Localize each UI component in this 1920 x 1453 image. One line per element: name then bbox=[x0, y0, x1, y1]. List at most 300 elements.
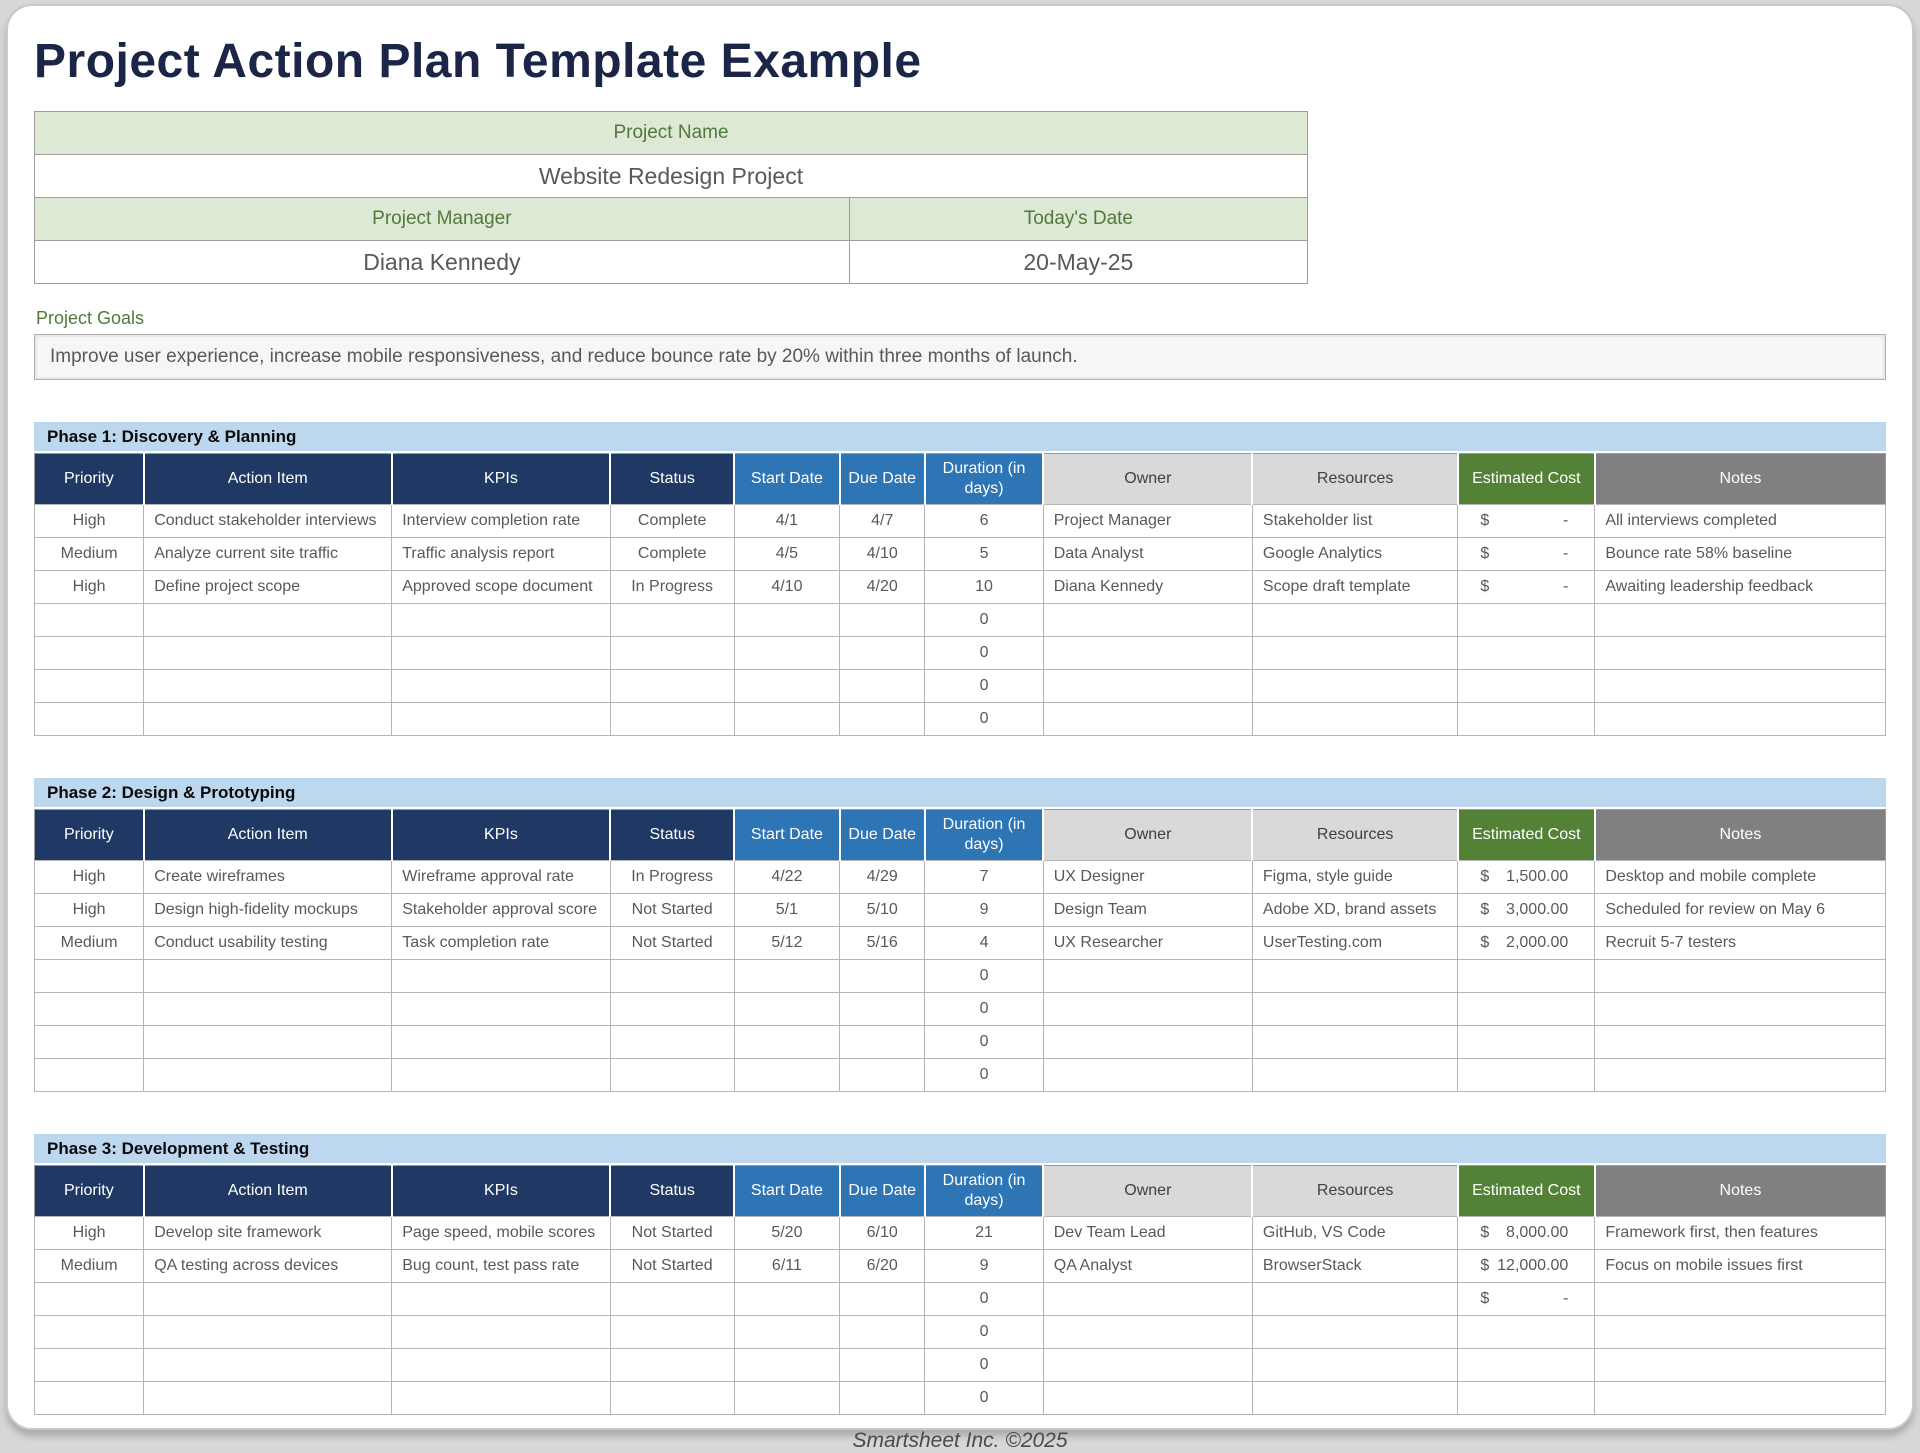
notes-cell[interactable]: Framework first, then features bbox=[1595, 1217, 1886, 1250]
table-row bbox=[35, 1382, 1886, 1415]
kpi-cell[interactable] bbox=[392, 1316, 610, 1349]
start-date-cell[interactable] bbox=[734, 637, 840, 670]
duration-cell[interactable]: 0 bbox=[925, 604, 1043, 637]
currency-symbol: $ bbox=[1480, 901, 1490, 918]
col-header-status: Status bbox=[610, 1166, 734, 1217]
action-item-cell[interactable] bbox=[144, 1382, 392, 1415]
column-header-row bbox=[35, 810, 1886, 861]
todays-date-label: Today's Date bbox=[849, 198, 1307, 241]
kpi-cell[interactable]: Stakeholder approval score bbox=[392, 894, 610, 927]
resources-cell[interactable]: GitHub, VS Code bbox=[1252, 1217, 1457, 1250]
action-item-cell[interactable] bbox=[144, 1059, 392, 1092]
phase-3-table bbox=[34, 1165, 1886, 1415]
kpi-cell[interactable] bbox=[392, 1026, 610, 1059]
due-date-cell[interactable]: 4/7 bbox=[840, 505, 925, 538]
estimated-cost-cell[interactable] bbox=[1458, 1026, 1595, 1059]
table-row bbox=[35, 670, 1886, 703]
currency-symbol: $ bbox=[1480, 578, 1490, 595]
estimated-cost-cell[interactable] bbox=[1458, 703, 1595, 736]
due-date-cell[interactable]: 6/20 bbox=[840, 1250, 925, 1283]
estimated-cost-cell[interactable] bbox=[1458, 960, 1595, 993]
cost-amount: - bbox=[1563, 545, 1569, 562]
duration-cell[interactable]: 9 bbox=[925, 1250, 1043, 1283]
owner-cell[interactable] bbox=[1043, 604, 1252, 637]
col-header-start-date: Start Date bbox=[734, 454, 840, 505]
due-date-cell[interactable] bbox=[840, 670, 925, 703]
table-row bbox=[35, 1349, 1886, 1382]
col-header-priority: Priority bbox=[35, 810, 144, 861]
start-date-cell[interactable]: 5/12 bbox=[734, 927, 840, 960]
resources-cell[interactable] bbox=[1252, 1382, 1457, 1415]
resources-cell[interactable]: BrowserStack bbox=[1252, 1250, 1457, 1283]
notes-cell[interactable]: Recruit 5-7 testers bbox=[1595, 927, 1886, 960]
owner-cell[interactable]: Project Manager bbox=[1043, 505, 1252, 538]
table-row bbox=[35, 1283, 1886, 1316]
start-date-cell[interactable] bbox=[734, 1283, 840, 1316]
estimated-cost-cell[interactable] bbox=[1458, 1283, 1595, 1316]
currency-symbol: $ bbox=[1480, 868, 1490, 885]
estimated-cost-cell[interactable] bbox=[1458, 670, 1595, 703]
owner-cell[interactable]: Diana Kennedy bbox=[1043, 571, 1252, 604]
resources-cell[interactable] bbox=[1252, 1283, 1457, 1316]
estimated-cost-cell[interactable] bbox=[1458, 894, 1595, 927]
resources-cell[interactable]: Figma, style guide bbox=[1252, 861, 1457, 894]
due-date-cell[interactable] bbox=[840, 1283, 925, 1316]
status-cell[interactable]: In Progress bbox=[610, 571, 734, 604]
priority-cell[interactable]: High bbox=[35, 894, 144, 927]
status-cell[interactable] bbox=[610, 1059, 734, 1092]
owner-cell[interactable]: UX Researcher bbox=[1043, 927, 1252, 960]
resources-cell[interactable] bbox=[1252, 993, 1457, 1026]
start-date-cell[interactable] bbox=[734, 993, 840, 1026]
col-header-duration-in-days: Duration (in days) bbox=[925, 1166, 1043, 1217]
duration-cell[interactable]: 0 bbox=[925, 1283, 1043, 1316]
currency-symbol: $ bbox=[1480, 1290, 1490, 1307]
action-item-cell[interactable] bbox=[144, 637, 392, 670]
start-date-cell[interactable] bbox=[734, 1316, 840, 1349]
owner-cell[interactable] bbox=[1043, 1349, 1252, 1382]
action-item-cell[interactable] bbox=[144, 1349, 392, 1382]
notes-cell[interactable] bbox=[1595, 960, 1886, 993]
estimated-cost-cell[interactable] bbox=[1458, 1382, 1595, 1415]
priority-cell[interactable] bbox=[35, 1349, 144, 1382]
kpi-cell[interactable]: Bug count, test pass rate bbox=[392, 1250, 610, 1283]
phase-2-table bbox=[34, 809, 1886, 1092]
status-cell[interactable] bbox=[610, 1349, 734, 1382]
resources-cell[interactable] bbox=[1252, 670, 1457, 703]
start-date-cell[interactable] bbox=[734, 670, 840, 703]
kpi-cell[interactable] bbox=[392, 1059, 610, 1092]
notes-cell[interactable] bbox=[1595, 1059, 1886, 1092]
kpi-cell[interactable] bbox=[392, 670, 610, 703]
phase-3-title-bar: Phase 3: Development & Testing bbox=[34, 1134, 1886, 1163]
due-date-cell[interactable]: 4/20 bbox=[840, 571, 925, 604]
phase-1-title-bar: Phase 1: Discovery & Planning bbox=[34, 422, 1886, 451]
priority-cell[interactable] bbox=[35, 1026, 144, 1059]
priority-cell[interactable] bbox=[35, 1382, 144, 1415]
estimated-cost-cell[interactable] bbox=[1458, 505, 1595, 538]
priority-cell[interactable]: High bbox=[35, 571, 144, 604]
owner-cell[interactable] bbox=[1043, 993, 1252, 1026]
project-manager-label: Project Manager bbox=[35, 198, 850, 241]
duration-cell[interactable]: 0 bbox=[925, 637, 1043, 670]
resources-cell[interactable] bbox=[1252, 637, 1457, 670]
table-row bbox=[35, 1026, 1886, 1059]
action-item-cell[interactable]: Develop site framework bbox=[144, 1217, 392, 1250]
owner-cell[interactable] bbox=[1043, 1059, 1252, 1092]
priority-cell[interactable] bbox=[35, 1283, 144, 1316]
kpi-cell[interactable]: Approved scope document bbox=[392, 571, 610, 604]
resources-cell[interactable] bbox=[1252, 1026, 1457, 1059]
duration-cell[interactable]: 0 bbox=[925, 960, 1043, 993]
table-row bbox=[35, 1059, 1886, 1092]
estimated-cost-cell[interactable] bbox=[1458, 571, 1595, 604]
col-header-due-date: Due Date bbox=[840, 810, 925, 861]
duration-cell[interactable]: 0 bbox=[925, 1382, 1043, 1415]
col-header-estimated-cost: Estimated Cost bbox=[1458, 1166, 1595, 1217]
duration-cell[interactable]: 5 bbox=[925, 538, 1043, 571]
start-date-cell[interactable] bbox=[734, 703, 840, 736]
due-date-cell[interactable]: 5/16 bbox=[840, 927, 925, 960]
notes-cell[interactable] bbox=[1595, 637, 1886, 670]
resources-cell[interactable] bbox=[1252, 1349, 1457, 1382]
notes-cell[interactable] bbox=[1595, 604, 1886, 637]
action-item-cell[interactable] bbox=[144, 993, 392, 1026]
action-item-cell[interactable] bbox=[144, 670, 392, 703]
resources-cell[interactable] bbox=[1252, 960, 1457, 993]
col-header-duration-in-days: Duration (in days) bbox=[925, 454, 1043, 505]
action-item-cell[interactable] bbox=[144, 604, 392, 637]
page-title: Project Action Plan Template Example bbox=[34, 35, 922, 88]
phase-2-section bbox=[34, 778, 1886, 1092]
kpi-cell[interactable] bbox=[392, 703, 610, 736]
table-row bbox=[35, 1217, 1886, 1250]
owner-cell[interactable]: Data Analyst bbox=[1043, 538, 1252, 571]
due-date-cell[interactable]: 4/29 bbox=[840, 861, 925, 894]
status-cell[interactable] bbox=[610, 1283, 734, 1316]
table-row bbox=[35, 1316, 1886, 1349]
owner-cell[interactable] bbox=[1043, 670, 1252, 703]
kpi-cell[interactable]: Interview completion rate bbox=[392, 505, 610, 538]
owner-cell[interactable]: Design Team bbox=[1043, 894, 1252, 927]
action-item-cell[interactable]: Create wireframes bbox=[144, 861, 392, 894]
estimated-cost-cell[interactable] bbox=[1458, 538, 1595, 571]
priority-cell[interactable] bbox=[35, 1316, 144, 1349]
start-date-cell[interactable]: 4/10 bbox=[734, 571, 840, 604]
estimated-cost-cell[interactable] bbox=[1458, 1316, 1595, 1349]
action-item-cell[interactable]: QA testing across devices bbox=[144, 1250, 392, 1283]
status-cell[interactable] bbox=[610, 1382, 734, 1415]
owner-cell[interactable]: QA Analyst bbox=[1043, 1250, 1252, 1283]
col-header-status: Status bbox=[610, 810, 734, 861]
priority-cell[interactable]: High bbox=[35, 505, 144, 538]
phase-2-title-bar: Phase 2: Design & Prototyping bbox=[34, 778, 1886, 807]
priority-cell[interactable] bbox=[35, 1059, 144, 1092]
estimated-cost-cell[interactable] bbox=[1458, 861, 1595, 894]
kpi-cell[interactable] bbox=[392, 993, 610, 1026]
resources-cell[interactable]: Adobe XD, brand assets bbox=[1252, 894, 1457, 927]
start-date-cell[interactable]: 6/11 bbox=[734, 1250, 840, 1283]
col-header-kpis: KPIs bbox=[392, 454, 610, 505]
notes-cell[interactable] bbox=[1595, 1382, 1886, 1415]
resources-cell[interactable]: Scope draft template bbox=[1252, 571, 1457, 604]
duration-cell[interactable]: 4 bbox=[925, 927, 1043, 960]
kpi-cell[interactable]: Wireframe approval rate bbox=[392, 861, 610, 894]
start-date-cell[interactable] bbox=[734, 1026, 840, 1059]
notes-cell[interactable]: Bounce rate 58% baseline bbox=[1595, 538, 1886, 571]
col-header-action-item: Action Item bbox=[144, 454, 392, 505]
status-cell[interactable]: In Progress bbox=[610, 861, 734, 894]
kpi-cell[interactable]: Page speed, mobile scores bbox=[392, 1217, 610, 1250]
column-header-row bbox=[35, 454, 1886, 505]
owner-cell[interactable]: UX Designer bbox=[1043, 861, 1252, 894]
notes-cell[interactable] bbox=[1595, 1349, 1886, 1382]
col-header-due-date: Due Date bbox=[840, 1166, 925, 1217]
col-header-due-date: Due Date bbox=[840, 454, 925, 505]
owner-cell[interactable] bbox=[1043, 960, 1252, 993]
estimated-cost-cell[interactable] bbox=[1458, 993, 1595, 1026]
project-manager-value[interactable]: Diana Kennedy bbox=[35, 241, 850, 284]
duration-cell[interactable]: 0 bbox=[925, 1059, 1043, 1092]
priority-cell[interactable] bbox=[35, 670, 144, 703]
col-header-resources: Resources bbox=[1252, 454, 1457, 505]
col-header-action-item: Action Item bbox=[144, 810, 392, 861]
kpi-cell[interactable]: Traffic analysis report bbox=[392, 538, 610, 571]
priority-cell[interactable]: Medium bbox=[35, 1250, 144, 1283]
start-date-cell[interactable] bbox=[734, 960, 840, 993]
notes-cell[interactable]: Focus on mobile issues first bbox=[1595, 1250, 1886, 1283]
start-date-cell[interactable] bbox=[734, 1382, 840, 1415]
estimated-cost-cell[interactable] bbox=[1458, 1349, 1595, 1382]
duration-cell[interactable]: 21 bbox=[925, 1217, 1043, 1250]
col-header-resources: Resources bbox=[1252, 1166, 1457, 1217]
footer-credit: Smartsheet Inc. ©2025 bbox=[852, 1429, 1068, 1452]
priority-cell[interactable]: Medium bbox=[35, 538, 144, 571]
duration-cell[interactable]: 6 bbox=[925, 505, 1043, 538]
priority-cell[interactable]: High bbox=[35, 1217, 144, 1250]
owner-cell[interactable] bbox=[1043, 1283, 1252, 1316]
col-header-notes: Notes bbox=[1595, 810, 1886, 861]
action-item-cell[interactable] bbox=[144, 960, 392, 993]
col-header-priority: Priority bbox=[35, 454, 144, 505]
resources-cell[interactable] bbox=[1252, 703, 1457, 736]
resources-cell[interactable]: Stakeholder list bbox=[1252, 505, 1457, 538]
table-row bbox=[35, 538, 1886, 571]
due-date-cell[interactable] bbox=[840, 1349, 925, 1382]
start-date-cell[interactable]: 4/5 bbox=[734, 538, 840, 571]
duration-cell[interactable]: 0 bbox=[925, 993, 1043, 1026]
resources-cell[interactable] bbox=[1252, 1059, 1457, 1092]
owner-cell[interactable]: Dev Team Lead bbox=[1043, 1217, 1252, 1250]
col-header-owner: Owner bbox=[1043, 1166, 1252, 1217]
priority-cell[interactable] bbox=[35, 604, 144, 637]
status-cell[interactable] bbox=[610, 703, 734, 736]
notes-cell[interactable]: All interviews completed bbox=[1595, 505, 1886, 538]
due-date-cell[interactable] bbox=[840, 1026, 925, 1059]
action-item-cell[interactable] bbox=[144, 1316, 392, 1349]
page-card bbox=[6, 4, 1914, 1452]
start-date-cell[interactable]: 5/20 bbox=[734, 1217, 840, 1250]
duration-cell[interactable]: 10 bbox=[925, 571, 1043, 604]
start-date-cell[interactable] bbox=[734, 1059, 840, 1092]
notes-cell[interactable] bbox=[1595, 1283, 1886, 1316]
table-row bbox=[35, 604, 1886, 637]
status-cell[interactable] bbox=[610, 637, 734, 670]
due-date-cell[interactable] bbox=[840, 703, 925, 736]
cost-amount: - bbox=[1563, 512, 1569, 529]
table-row bbox=[35, 703, 1886, 736]
duration-cell[interactable]: 0 bbox=[925, 1026, 1043, 1059]
phase-1-table bbox=[34, 453, 1886, 736]
status-cell[interactable]: Not Started bbox=[610, 927, 734, 960]
cost-amount: - bbox=[1563, 1290, 1569, 1307]
duration-cell[interactable]: 0 bbox=[925, 703, 1043, 736]
table-row bbox=[35, 861, 1886, 894]
kpi-cell[interactable] bbox=[392, 960, 610, 993]
notes-cell[interactable] bbox=[1595, 993, 1886, 1026]
priority-cell[interactable]: High bbox=[35, 861, 144, 894]
priority-cell[interactable] bbox=[35, 637, 144, 670]
estimated-cost-cell[interactable] bbox=[1458, 927, 1595, 960]
currency-symbol: $ bbox=[1480, 512, 1490, 529]
action-item-cell[interactable] bbox=[144, 703, 392, 736]
duration-cell[interactable]: 0 bbox=[925, 1316, 1043, 1349]
start-date-cell[interactable] bbox=[734, 604, 840, 637]
col-header-kpis: KPIs bbox=[392, 1166, 610, 1217]
due-date-cell[interactable] bbox=[840, 1059, 925, 1092]
duration-cell[interactable]: 9 bbox=[925, 894, 1043, 927]
project-name-label: Project Name bbox=[35, 112, 1308, 155]
notes-cell[interactable] bbox=[1595, 1316, 1886, 1349]
priority-cell[interactable] bbox=[35, 703, 144, 736]
status-cell[interactable] bbox=[610, 960, 734, 993]
action-item-cell[interactable]: Define project scope bbox=[144, 571, 392, 604]
estimated-cost-cell[interactable] bbox=[1458, 1059, 1595, 1092]
owner-cell[interactable] bbox=[1043, 1026, 1252, 1059]
col-header-resources: Resources bbox=[1252, 810, 1457, 861]
status-cell[interactable]: Complete bbox=[610, 505, 734, 538]
priority-cell[interactable] bbox=[35, 960, 144, 993]
status-cell[interactable] bbox=[610, 604, 734, 637]
col-header-estimated-cost: Estimated Cost bbox=[1458, 454, 1595, 505]
start-date-cell[interactable]: 4/1 bbox=[734, 505, 840, 538]
kpi-cell[interactable] bbox=[392, 1382, 610, 1415]
status-cell[interactable]: Not Started bbox=[610, 1250, 734, 1283]
notes-cell[interactable]: Desktop and mobile complete bbox=[1595, 861, 1886, 894]
due-date-cell[interactable] bbox=[840, 960, 925, 993]
table-row bbox=[35, 571, 1886, 604]
notes-cell[interactable] bbox=[1595, 703, 1886, 736]
status-cell[interactable] bbox=[610, 1316, 734, 1349]
due-date-cell[interactable]: 4/10 bbox=[840, 538, 925, 571]
col-header-action-item: Action Item bbox=[144, 1166, 392, 1217]
notes-cell[interactable] bbox=[1595, 1026, 1886, 1059]
start-date-cell[interactable]: 5/1 bbox=[734, 894, 840, 927]
priority-cell[interactable] bbox=[35, 993, 144, 1026]
action-item-cell[interactable]: Conduct stakeholder interviews bbox=[144, 505, 392, 538]
project-goals-box[interactable] bbox=[34, 334, 1886, 380]
table-row bbox=[35, 505, 1886, 538]
kpi-cell[interactable] bbox=[392, 1283, 610, 1316]
owner-cell[interactable] bbox=[1043, 637, 1252, 670]
owner-cell[interactable] bbox=[1043, 703, 1252, 736]
resources-cell[interactable]: UserTesting.com bbox=[1252, 927, 1457, 960]
kpi-cell[interactable] bbox=[392, 604, 610, 637]
estimated-cost-cell[interactable] bbox=[1458, 604, 1595, 637]
action-item-cell[interactable] bbox=[144, 1283, 392, 1316]
col-header-duration-in-days: Duration (in days) bbox=[925, 810, 1043, 861]
col-header-priority: Priority bbox=[35, 1166, 144, 1217]
duration-cell[interactable]: 0 bbox=[925, 670, 1043, 703]
project-name-value[interactable]: Website Redesign Project bbox=[35, 155, 1308, 198]
table-row bbox=[35, 637, 1886, 670]
todays-date-value[interactable]: 20-May-25 bbox=[849, 241, 1307, 284]
estimated-cost-cell[interactable] bbox=[1458, 1250, 1595, 1283]
kpi-cell[interactable] bbox=[392, 1349, 610, 1382]
resources-cell[interactable] bbox=[1252, 604, 1457, 637]
status-cell[interactable] bbox=[610, 1026, 734, 1059]
status-cell[interactable]: Not Started bbox=[610, 1217, 734, 1250]
table-row bbox=[35, 894, 1886, 927]
cost-amount: 2,000.00 bbox=[1506, 934, 1569, 951]
due-date-cell[interactable] bbox=[840, 637, 925, 670]
status-cell[interactable] bbox=[610, 670, 734, 703]
cost-amount: - bbox=[1563, 578, 1569, 595]
due-date-cell[interactable] bbox=[840, 1382, 925, 1415]
notes-cell[interactable]: Awaiting leadership feedback bbox=[1595, 571, 1886, 604]
owner-cell[interactable] bbox=[1043, 1316, 1252, 1349]
kpi-cell[interactable]: Task completion rate bbox=[392, 927, 610, 960]
action-item-cell[interactable] bbox=[144, 1026, 392, 1059]
phase-3-section bbox=[34, 1134, 1886, 1415]
currency-symbol: $ bbox=[1480, 1224, 1490, 1241]
due-date-cell[interactable]: 5/10 bbox=[840, 894, 925, 927]
project-goals-label: Project Goals bbox=[36, 308, 145, 328]
cost-amount: 8,000.00 bbox=[1506, 1224, 1569, 1241]
start-date-cell[interactable]: 4/22 bbox=[734, 861, 840, 894]
due-date-cell[interactable] bbox=[840, 993, 925, 1026]
col-header-start-date: Start Date bbox=[734, 1166, 840, 1217]
due-date-cell[interactable] bbox=[840, 604, 925, 637]
notes-cell[interactable] bbox=[1595, 670, 1886, 703]
kpi-cell[interactable] bbox=[392, 637, 610, 670]
status-cell[interactable]: Not Started bbox=[610, 894, 734, 927]
action-item-cell[interactable]: Conduct usability testing bbox=[144, 927, 392, 960]
duration-cell[interactable]: 7 bbox=[925, 861, 1043, 894]
status-cell[interactable] bbox=[610, 993, 734, 1026]
resources-cell[interactable]: Google Analytics bbox=[1252, 538, 1457, 571]
start-date-cell[interactable] bbox=[734, 1349, 840, 1382]
due-date-cell[interactable]: 6/10 bbox=[840, 1217, 925, 1250]
priority-cell[interactable]: Medium bbox=[35, 927, 144, 960]
resources-cell[interactable] bbox=[1252, 1316, 1457, 1349]
duration-cell[interactable]: 0 bbox=[925, 1349, 1043, 1382]
table-row bbox=[35, 1250, 1886, 1283]
estimated-cost-cell[interactable] bbox=[1458, 1217, 1595, 1250]
action-item-cell[interactable]: Analyze current site traffic bbox=[144, 538, 392, 571]
estimated-cost-cell[interactable] bbox=[1458, 637, 1595, 670]
table-row bbox=[35, 927, 1886, 960]
owner-cell[interactable] bbox=[1043, 1382, 1252, 1415]
col-header-notes: Notes bbox=[1595, 454, 1886, 505]
cost-amount: 12,000.00 bbox=[1497, 1257, 1569, 1274]
due-date-cell[interactable] bbox=[840, 1316, 925, 1349]
notes-cell[interactable]: Scheduled for review on May 6 bbox=[1595, 894, 1886, 927]
status-cell[interactable]: Complete bbox=[610, 538, 734, 571]
cost-amount: 3,000.00 bbox=[1506, 901, 1569, 918]
cost-amount: 1,500.00 bbox=[1506, 868, 1569, 885]
action-item-cell[interactable]: Design high-fidelity mockups bbox=[144, 894, 392, 927]
